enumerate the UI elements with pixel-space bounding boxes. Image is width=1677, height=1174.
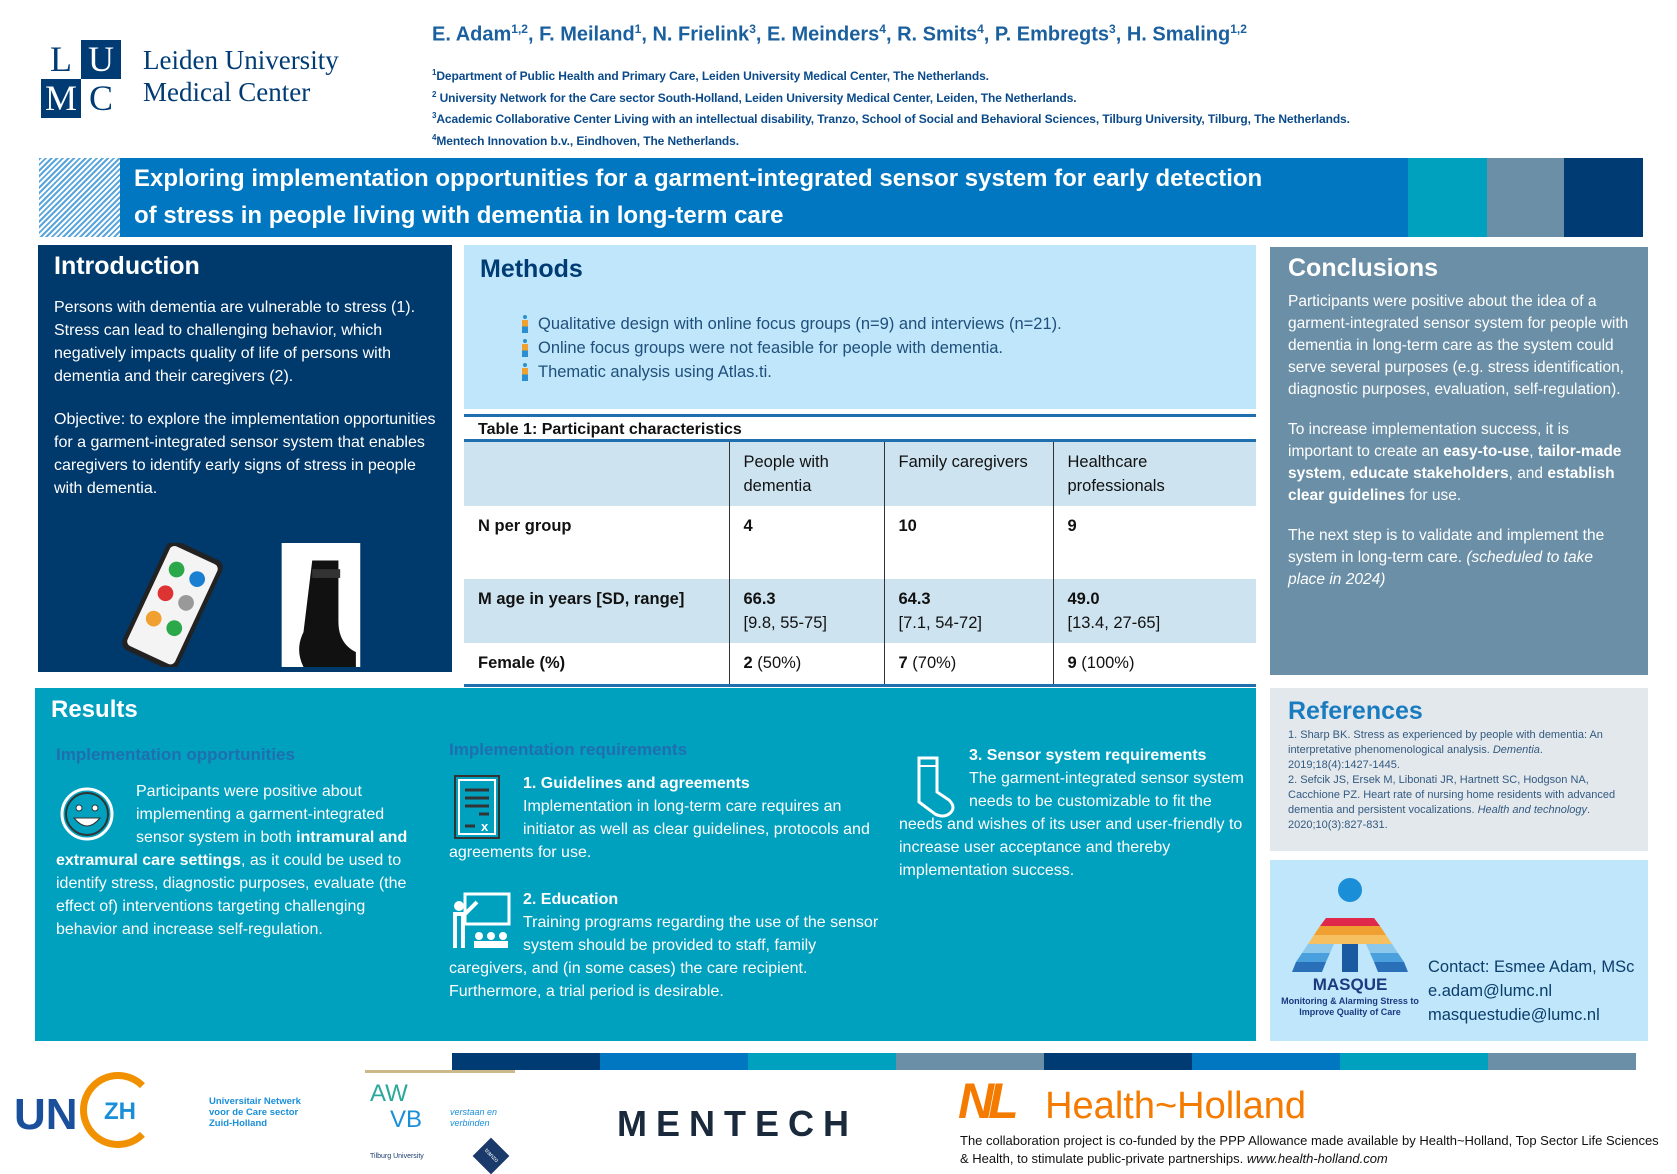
table-caption: Table 1: Participant characteristics xyxy=(464,414,1256,439)
authors: E. Adam$^{1,2}$, F. Meiland$^1$, N. Frielink$^3$, E. Meinders$^4$, R. Smits$^4$, P. Embregts$^3$, H. Smaling$^{1,2}$ xyxy=(432,22,1247,46)
affiliation-text: University Network for the Care sector South-Holland, Leiden University Medical Center, Leiden, The Netherlands. xyxy=(436,91,1077,105)
tilburg-logo: Tilburg University xyxy=(370,1153,424,1160)
uncz-letters: UN xyxy=(14,1090,78,1139)
nl-logo: NL xyxy=(958,1073,1013,1129)
sensor-sock-image xyxy=(282,543,361,667)
table-cell xyxy=(884,579,1053,643)
awvb-logo xyxy=(365,1070,515,1170)
text: , as it could be used to identify stress, diagnostic purposes, evaluate (the effect of) interventions targeting challenging behavior and increase self-regulation. xyxy=(56,852,407,938)
uncz-text xyxy=(209,1096,329,1129)
cell-detail: (100%) xyxy=(1076,654,1135,672)
strip-segment xyxy=(896,1053,1044,1070)
author: E. Meinders xyxy=(767,23,880,46)
strip-segment xyxy=(1340,1053,1488,1070)
cell-value: 64.3 xyxy=(898,590,931,608)
text: Participants were positive about implementing a garment-integrated sensor system in both xyxy=(136,783,385,846)
text: . 2019;18(4):1427-1445. xyxy=(1288,744,1543,771)
logo-letter: L xyxy=(41,40,81,79)
health-holland-logo xyxy=(958,1073,1658,1129)
affiliation-text: Academic Collaborative Center Living with an intellectual disability, Tranzo, School of Social and Behavioral Sciences, Tilburg University, Tilburg, The Netherlands. xyxy=(436,112,1350,126)
cell-value: 9 xyxy=(1067,654,1077,672)
cell-detail: [13.4, 27-65] xyxy=(1067,614,1161,632)
poster-title xyxy=(120,158,1408,237)
tranzo-logo: tranzo xyxy=(473,1138,510,1174)
text: The next step is to validate and implement the system in long-term care. xyxy=(1288,527,1605,566)
author-affiliation-sup: 4 xyxy=(879,22,886,36)
table-row xyxy=(464,579,1256,643)
health-holland-wordmark: Health~Holland xyxy=(1045,1085,1307,1127)
logo-letter: U xyxy=(81,40,121,79)
awvb-tagline xyxy=(450,1107,497,1129)
cell-detail: [9.8, 55-75] xyxy=(743,614,827,632)
column-header: People with dementia xyxy=(729,441,884,507)
author-affiliation-sup: 3 xyxy=(1109,22,1116,36)
table-cell xyxy=(1053,579,1256,643)
requirement-title: 3. Sensor system requirements xyxy=(969,747,1207,764)
conclusion-paragraph xyxy=(1288,419,1630,507)
column-header: Healthcare professionals xyxy=(1053,441,1256,507)
contact-email[interactable]: e.adam@lumc.nl xyxy=(1428,982,1553,1000)
mentech-logo: MENTECH xyxy=(617,1103,858,1144)
author-affiliation-sup: 4 xyxy=(977,22,984,36)
list-item xyxy=(520,336,1240,360)
table-cell xyxy=(884,643,1053,685)
cell-value: 2 xyxy=(743,654,753,672)
table-cell xyxy=(1053,506,1256,579)
intro-paragraph: Persons with dementia are vulnerable to stress (1). Stress can lead to challenging behavior, which negatively impacts quality of life of persons with dementia and their caregivers (2). xyxy=(54,299,416,385)
author-affiliation-sup: 1 xyxy=(634,22,642,36)
author: N. Frielink xyxy=(652,23,750,46)
requirement-text: The garment-integrated sensor system needs to be customizable to fit the needs and wishes of its user and user-friendly to increase user acceptance and thereby implementation success. xyxy=(899,770,1244,879)
contact-info xyxy=(1428,955,1634,1027)
contact-panel xyxy=(1270,860,1648,1041)
person-icon xyxy=(520,339,530,357)
masque-wordmark: MASQUE xyxy=(1312,975,1388,994)
color-block xyxy=(1487,158,1564,237)
results-panel xyxy=(35,688,1256,1041)
subheading: Implementation opportunities xyxy=(56,745,295,764)
masque-logo xyxy=(1288,878,1412,994)
uncz-zh: ZH xyxy=(104,1098,136,1125)
text: The collaboration project is co-funded by the PPP Allowance made available by Health~Holland, Top Sector Life Sciences & Health, to stimulate public-private partnerships. xyxy=(960,1133,1659,1166)
table-cell xyxy=(729,643,884,685)
table-cell xyxy=(1053,643,1256,685)
affiliation-4 xyxy=(432,133,739,148)
participant-table xyxy=(464,414,1256,672)
masque-tagline: Monitoring & Alarming Stress to Improve Quality of Care xyxy=(1281,996,1419,1017)
color-strip xyxy=(452,1053,1636,1070)
row-label: M age in years [SD, range] xyxy=(478,590,685,608)
table-header-row xyxy=(464,441,1256,507)
opportunities-text xyxy=(56,780,431,941)
author: R. Smits xyxy=(897,23,978,46)
requirement-3 xyxy=(899,744,1249,882)
conclusions-panel xyxy=(1270,247,1648,675)
text: , xyxy=(1341,465,1351,482)
t: verstaan en xyxy=(450,1107,498,1117)
text: , xyxy=(1529,443,1538,460)
requirement-title: 2. Education xyxy=(523,891,619,908)
strip-segment xyxy=(452,1053,600,1070)
sup: 4 xyxy=(432,133,437,142)
row-label: Female (%) xyxy=(478,654,566,672)
row-label: N per group xyxy=(478,517,572,535)
requirement-text: Training programs regarding the use of the sensor system should be provided to staff, family caregivers, and (in some cases) the care recipient. Furthermore, a trial period is desirable. xyxy=(449,914,879,1000)
text: (scheduled to take place in 2024) xyxy=(1288,549,1593,588)
text: Health and technology xyxy=(1477,804,1588,816)
sup: 2 xyxy=(432,90,437,99)
strip-segment xyxy=(600,1053,748,1070)
cell-value: 10 xyxy=(898,517,917,535)
list-item xyxy=(520,312,1240,336)
cell-detail: (50%) xyxy=(752,654,802,672)
methods-panel xyxy=(464,245,1256,409)
smartphone-image xyxy=(119,543,225,667)
author: F. Meiland xyxy=(539,23,635,46)
svg-text:x: x xyxy=(481,819,489,834)
awvb-letters xyxy=(370,1081,422,1133)
affiliation-text: Department of Public Health and Primary Care, Leiden University Medical Center, The Netherlands. xyxy=(436,69,989,83)
strip-segment xyxy=(748,1053,896,1070)
text: . 2020;10(3):827-831. xyxy=(1288,804,1591,831)
text: Dementia xyxy=(1492,744,1540,756)
text: educate stakeholders xyxy=(1350,465,1509,482)
t: Zuid-Holland xyxy=(209,1118,268,1129)
table-row xyxy=(464,643,1256,685)
introduction-panel xyxy=(38,245,452,672)
strip-segment xyxy=(1192,1053,1340,1070)
title-banner xyxy=(39,158,1643,237)
funding-note xyxy=(960,1132,1660,1168)
institution-name xyxy=(143,44,339,108)
affiliation-text: Mentech Innovation b.v., Eindhoven, The Netherlands. xyxy=(436,134,739,148)
cell-detail: [7.1, 54-72] xyxy=(898,614,982,632)
text: tailor-made system xyxy=(1288,443,1622,482)
text: for use. xyxy=(1405,487,1462,504)
t: voor de Care sector xyxy=(209,1107,299,1118)
author-affiliation-sup: 3 xyxy=(749,22,756,36)
section-heading: Introduction xyxy=(54,252,200,280)
section-heading: Results xyxy=(51,696,138,723)
section-heading: Methods xyxy=(480,255,583,283)
app-and-sock-image xyxy=(78,543,398,667)
strip-segment xyxy=(1044,1053,1192,1070)
author-affiliation-sup: 1,2 xyxy=(1230,22,1247,36)
methods-list xyxy=(480,312,1240,384)
institution-line: Leiden University xyxy=(143,45,339,75)
author: H. Smaling xyxy=(1126,23,1231,46)
title-line: Exploring implementation opportunities for a garment-integrated sensor system for early detection xyxy=(134,165,1263,192)
cell-value: 66.3 xyxy=(743,590,776,608)
list-item-text: Thematic analysis using Atlas.ti. xyxy=(538,363,772,381)
list-item-text: Online focus groups were not feasible for people with dementia. xyxy=(538,339,1004,357)
cell-value: 7 xyxy=(898,654,908,672)
list-item xyxy=(520,360,1240,384)
logo-letter: M xyxy=(41,79,81,118)
sup: 3 xyxy=(432,111,437,120)
text: 2. Sefcik JS, Ersek M, Libonati JR, Hartnett SC, Hodgson NA, Cacchione PZ. Heart rate of nursing home residents with advanced dementia and persistent vocalizations. xyxy=(1288,774,1616,816)
objective-paragraph: Objective: to explore the implementation opportunities for a garment-integrated sensor system that enables caregivers to identify early signs of stress in people with dementia. xyxy=(54,411,436,497)
cell-value: 9 xyxy=(1067,517,1077,535)
color-block xyxy=(1564,158,1643,237)
text: To increase implementation success, it is important to create an xyxy=(1288,421,1569,460)
requirement-2 xyxy=(449,888,885,1003)
text: intramural and extramural care settings xyxy=(56,829,408,869)
t: VB xyxy=(390,1106,423,1133)
table-cell xyxy=(884,506,1053,579)
t: AW xyxy=(370,1080,408,1107)
t: verbinden xyxy=(450,1118,490,1128)
text: easy-to-use xyxy=(1443,443,1530,460)
table-cell xyxy=(729,579,884,643)
affiliation-2 xyxy=(432,90,1077,105)
list-item-text: Qualitative design with online focus groups (n=9) and interviews (n=21). xyxy=(538,315,1062,333)
person-icon xyxy=(520,315,530,333)
strip-segment xyxy=(1488,1053,1636,1070)
author-affiliation-sup: 1,2 xyxy=(511,22,528,36)
subheading: Implementation requirements xyxy=(449,740,688,759)
reference-2 xyxy=(1288,773,1630,833)
lumc-logo xyxy=(41,40,121,118)
text: , and xyxy=(1508,465,1548,482)
cell-detail: (70%) xyxy=(907,654,957,672)
t: Universitair Netwerk xyxy=(209,1096,301,1107)
table-cell xyxy=(729,506,884,579)
title-line: of stress in people living with dementia in long-term care xyxy=(134,202,784,229)
column-header xyxy=(464,441,729,507)
requirement-text: Implementation in long-term care requires an initiator as well as clear guidelines, protocols and agreements for use. xyxy=(449,798,870,861)
author: P. Embregts xyxy=(994,23,1110,46)
table-row xyxy=(464,506,1256,579)
author: E. Adam xyxy=(432,23,512,46)
cell-value: 4 xyxy=(743,517,753,535)
text: 1. Sharp BK. Stress as experienced by people with dementia: An interpretative phenomenological analysis. xyxy=(1288,729,1603,756)
text: establish clear guidelines xyxy=(1288,465,1615,504)
conclusion-paragraph xyxy=(1288,525,1630,591)
reference-1 xyxy=(1288,728,1630,773)
hatch-decoration xyxy=(39,158,120,237)
cell-value: 49.0 xyxy=(1067,590,1100,608)
person-icon xyxy=(520,363,530,381)
section-heading: References xyxy=(1288,697,1423,725)
column-header: Family caregivers xyxy=(884,441,1053,507)
sup: 1 xyxy=(432,68,437,77)
website-link[interactable]: www.health-holland.com xyxy=(1246,1151,1388,1166)
institution-line: Medical Center xyxy=(143,77,311,107)
contact-name: Contact: Esmee Adam, MSc xyxy=(1428,958,1635,976)
logo-letter: C xyxy=(81,79,121,118)
requirement-title: 1. Guidelines and agreements xyxy=(523,775,750,792)
references-panel xyxy=(1270,688,1648,851)
affiliation-1 xyxy=(432,68,989,83)
conclusion-paragraph: Participants were positive about the idea of a garment-integrated sensor system for people with dementia in long-term care as the system could serve several purposes (e.g. stress identification, diagnostic purposes, evaluation, self-regulation). xyxy=(1288,293,1629,398)
section-heading: Conclusions xyxy=(1288,254,1439,282)
color-block xyxy=(1408,158,1487,237)
uncz-logo xyxy=(14,1068,334,1153)
contact-email[interactable]: masquestudie@lumc.nl xyxy=(1428,1006,1600,1024)
requirement-1 xyxy=(449,772,885,864)
affiliation-3 xyxy=(432,111,1350,126)
